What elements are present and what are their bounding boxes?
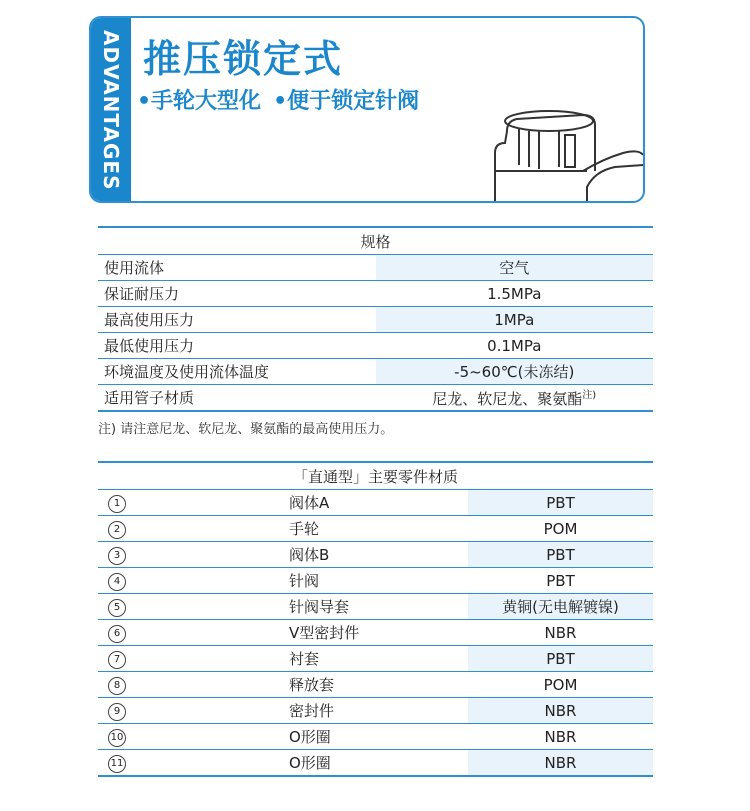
advantage-point: •便于锁定针阀	[273, 89, 420, 114]
part-material: POM	[468, 516, 653, 542]
table-row	[98, 516, 653, 542]
table-row	[98, 359, 653, 385]
part-number	[98, 542, 283, 568]
part-number-circle: 9	[108, 703, 126, 721]
spec-label: 保证耐压力	[98, 281, 376, 307]
advantages-tab	[91, 18, 131, 201]
part-number	[98, 750, 283, 777]
spec-label: 使用流体	[98, 255, 376, 281]
spec-value: -5~60℃(未冻结)	[376, 359, 654, 385]
table-row	[98, 333, 653, 359]
table-row	[98, 698, 653, 724]
part-material: NBR	[468, 698, 653, 724]
note-marker: 注)	[582, 390, 597, 401]
spec-value: 0.1MPa	[376, 333, 654, 359]
part-number-circle: 1	[108, 495, 126, 513]
spec-label: 适用管子材质	[98, 385, 376, 412]
part-number-circle: 8	[108, 677, 126, 695]
part-name: 针阀导套	[283, 594, 468, 620]
table-row	[98, 255, 653, 281]
spec-value	[376, 385, 654, 412]
part-number-circle: 7	[108, 651, 126, 669]
part-material: PBT	[468, 646, 653, 672]
part-name: 释放套	[283, 672, 468, 698]
parts-table-header: 「直通型」主要零件材质	[98, 462, 653, 490]
part-material: PBT	[468, 542, 653, 568]
part-name: 针阀	[283, 568, 468, 594]
part-number	[98, 672, 283, 698]
parts-table	[98, 461, 653, 777]
part-number	[98, 646, 283, 672]
part-name: O形圈	[283, 724, 468, 750]
advantages-tab-label: ADVANTAGES	[99, 30, 123, 191]
table-row	[98, 594, 653, 620]
part-number	[98, 568, 283, 594]
part-number	[98, 698, 283, 724]
spec-section	[98, 226, 653, 412]
part-material: PBT	[468, 490, 653, 516]
part-name: 衬套	[283, 646, 468, 672]
table-row	[98, 568, 653, 594]
part-number-circle: 5	[108, 599, 126, 617]
spec-value: 1.5MPa	[376, 281, 654, 307]
spec-value-text: 尼龙、软尼龙、聚氨酯	[432, 390, 583, 408]
advantages-points	[137, 84, 419, 115]
part-name: 密封件	[283, 698, 468, 724]
part-number	[98, 516, 283, 542]
table-row	[98, 750, 653, 777]
part-number-circle: 6	[108, 625, 126, 643]
part-number	[98, 724, 283, 750]
parts-section	[98, 461, 653, 777]
part-number-circle: 2	[108, 521, 126, 539]
part-number-circle: 4	[108, 573, 126, 591]
advantages-title: 推压锁定式	[143, 37, 344, 81]
part-number-circle: 11	[108, 755, 126, 773]
advantages-card	[89, 16, 645, 203]
part-number-circle: 10	[108, 729, 126, 747]
table-row	[98, 542, 653, 568]
valve-knob-illustration	[483, 91, 643, 201]
part-number	[98, 594, 283, 620]
table-row	[98, 490, 653, 516]
table-row	[98, 385, 653, 412]
part-material: NBR	[468, 620, 653, 646]
part-name: O形圈	[283, 750, 468, 777]
table-row	[98, 620, 653, 646]
table-row	[98, 724, 653, 750]
part-name: V型密封件	[283, 620, 468, 646]
spec-value: 空气	[376, 255, 654, 281]
table-row	[98, 672, 653, 698]
part-number-circle: 3	[108, 547, 126, 565]
part-material: 黄铜(无电解镀镍)	[468, 594, 653, 620]
advantage-point: •手轮大型化	[137, 89, 262, 114]
table-row	[98, 281, 653, 307]
table-row	[98, 307, 653, 333]
part-name: 阀体A	[283, 490, 468, 516]
part-number	[98, 490, 283, 516]
part-material: PBT	[468, 568, 653, 594]
spec-value: 1MPa	[376, 307, 654, 333]
part-material: NBR	[468, 724, 653, 750]
part-number	[98, 620, 283, 646]
spec-table	[98, 226, 653, 412]
part-material: NBR	[468, 750, 653, 777]
spec-footnote: 注) 请注意尼龙、软尼龙、聚氨酯的最高使用压力。	[98, 422, 394, 437]
part-name: 阀体B	[283, 542, 468, 568]
part-name: 手轮	[283, 516, 468, 542]
part-material: POM	[468, 672, 653, 698]
table-row	[98, 646, 653, 672]
spec-label: 环境温度及使用流体温度	[98, 359, 376, 385]
spec-label: 最高使用压力	[98, 307, 376, 333]
spec-table-header: 规格	[98, 227, 653, 255]
spec-label: 最低使用压力	[98, 333, 376, 359]
